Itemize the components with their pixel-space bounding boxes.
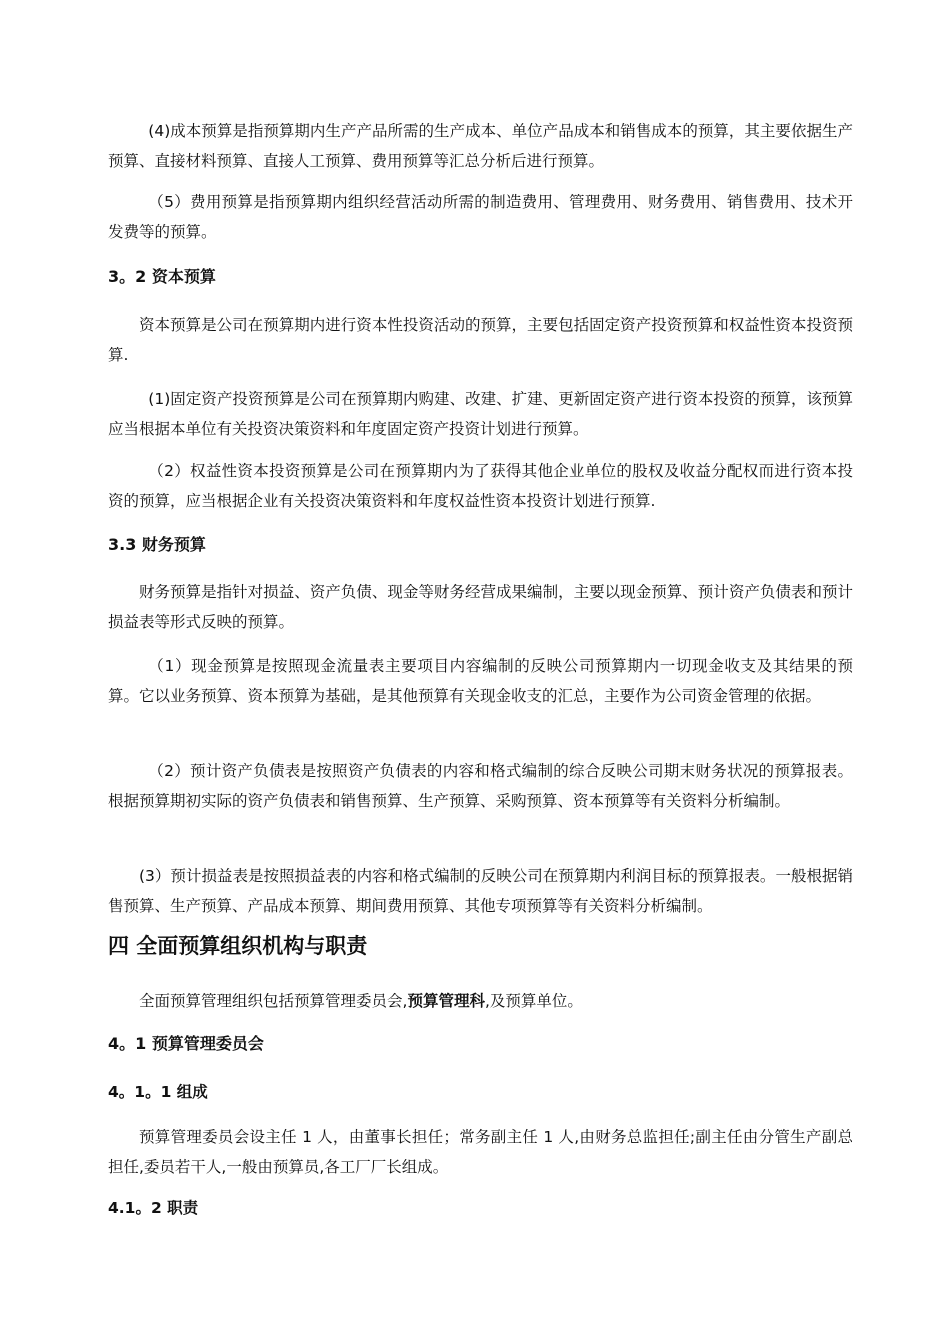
paragraph-organization	[108, 986, 853, 1016]
budget-management-dept: 预算管理科	[407, 992, 485, 1010]
paragraph-expense-budget: （5）费用预算是指预算期内组织经营活动所需的制造费用、管理费用、财务费用、销售费用、技术开发费等的预算。	[108, 193, 853, 241]
paragraph-equity-budget: （2）权益性资本投资预算是公司在预算期内为了获得其他企业单位的股权及收益分配权而进行资本投资的预算，应当根据企业有关投资决策资料和年度权益性资本投资计划进行预算.	[108, 462, 853, 510]
paragraph-balance-sheet-budget: （2）预计资产负债表是按照资产负债表的内容和格式编制的综合反映公司期末财务状况的预算报表。根据预算期初实际的资产负债表和销售预算、生产预算、采购预算、资本预算等有关资料分析编制。	[108, 762, 853, 810]
heading-4-1-2: 4.1。2 职责	[108, 1199, 199, 1217]
heading-4-1-1: 4。1。1 组成	[108, 1083, 208, 1101]
paragraph-committee-composition: 预算管理委员会设主任 1 人，由董事长担任；常务副主任 1 人,由财务总监担任;副主任由分管生产副总担任,委员若干人,一般由预算员,各工厂厂长组成。	[108, 1128, 853, 1176]
heading-3-2: 3。2 资本预算	[108, 267, 216, 286]
paragraph-cost-budget: (4)成本预算是指预算期内生产产品所需的生产成本、单位产品成本和销售成本的预算，其主要依据生产预算、直接材料预算、直接人工预算、费用预算等汇总分析后进行预算。	[108, 122, 853, 170]
org-text-start: 全面预算管理组织包括预算管理委员会,	[139, 992, 408, 1010]
heading-4-1: 4。1 预算管理委员会	[108, 1034, 264, 1053]
paragraph-capital-budget: 资本预算是公司在预算期内进行资本性投资活动的预算，主要包括固定资产投资预算和权益性资本投资预算.	[108, 316, 853, 364]
heading-section-4: 四 全面预算组织机构与职责	[108, 934, 368, 958]
paragraph-fixed-asset-budget: (1)固定资产投资预算是公司在预算期内购建、改建、扩建、更新固定资产进行资本投资的预算，该预算应当根据本单位有关投资决策资料和年度固定资产投资计划进行预算。	[108, 390, 853, 438]
org-text-end: ,及预算单位。	[484, 992, 583, 1010]
paragraph-cash-budget: （1）现金预算是按照现金流量表主要项目内容编制的反映公司预算期内一切现金收支及其结果的预算。它以业务预算、资本预算为基础，是其他预算有关现金收支的汇总，主要作为公司资金管理的依据。	[108, 657, 853, 705]
paragraph-income-statement-budget: (3）预计损益表是按照损益表的内容和格式编制的反映公司在预算期内利润目标的预算报表。一般根据销售预算、生产预算、产品成本预算、期间费用预算、其他专项预算等有关资料分析编制。	[108, 867, 853, 915]
heading-3-3: 3.3 财务预算	[108, 535, 206, 554]
paragraph-financial-budget: 财务预算是指针对损益、资产负债、现金等财务经营成果编制，主要以现金预算、预计资产负债表和预计损益表等形式反映的预算。	[108, 583, 853, 631]
